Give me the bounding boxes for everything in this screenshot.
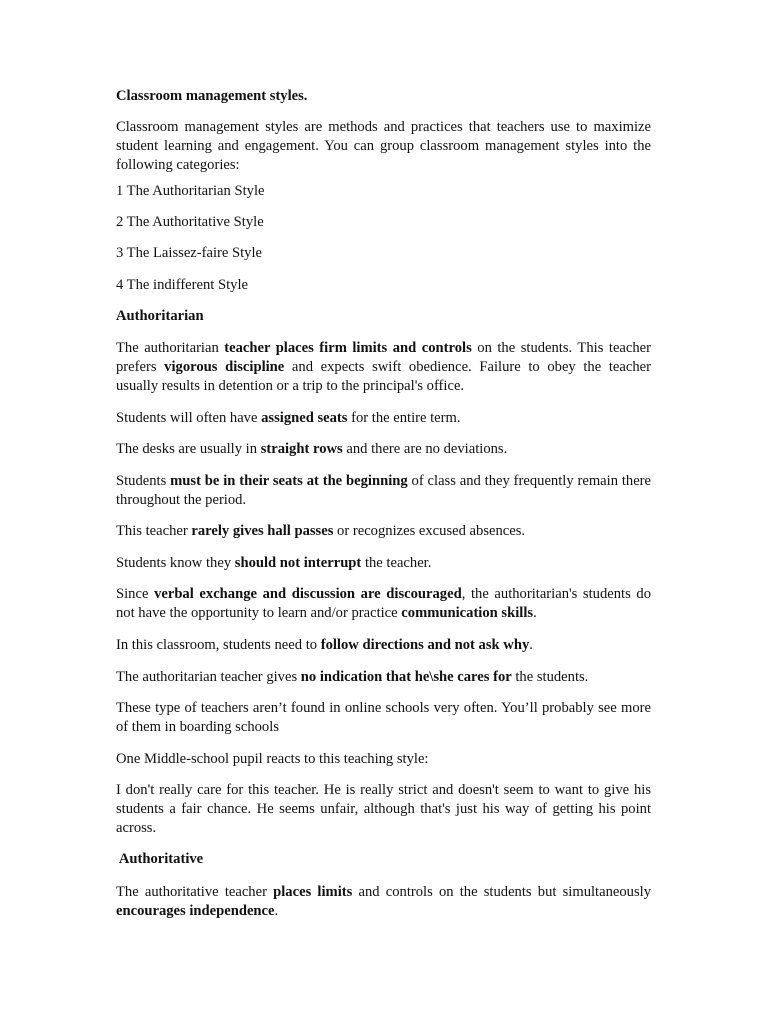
authoritarian-paragraph-9: The authoritarian teacher gives no indication that he\she cares for the students. [116, 669, 589, 685]
authoritarian-paragraph-8: In this classroom, students need to follow directions and not ask why. [116, 637, 533, 653]
style-list-item: 1 The Authoritarian Style [116, 183, 265, 199]
style-list-item: 2 The Authoritative Style [116, 214, 264, 230]
authoritarian-paragraph-10: These type of teachers aren’t found in online schools very often. You’ll probably see more of them in boarding schools [116, 700, 651, 735]
authoritarian-paragraph-11: One Middle-school pupil reacts to this teaching style: [116, 751, 429, 767]
authoritarian-paragraph-2: Students will often have assigned seats for the entire term. [116, 410, 461, 426]
pupil-quote: I don't really care for this teacher. He is really strict and doesn't seem to want to give his students a fair chance. He seems unfair, although that's just his way of getting his point across. [116, 782, 651, 836]
authoritarian-paragraph-4: Students must be in their seats at the beginning of class and they frequently remain there throughout the period. [116, 473, 652, 508]
authoritative-paragraph-1: The authoritative teacher places limits and controls on the students but simultaneously encourages independence. [116, 884, 651, 919]
authoritarian-paragraph-5: This teacher rarely gives hall passes or recognizes excused absences. [116, 523, 526, 539]
authoritarian-paragraph-1: The authoritarian teacher places firm limits and controls on the students. This teacher prefers vigorous discipline and expects swift obedience. Failure to obey the teacher usually results in detention or a trip to the principal's office. [116, 340, 652, 394]
authoritarian-heading: Authoritarian [116, 308, 204, 324]
authoritarian-paragraph-7: Since verbal exchange and discussion are discouraged, the authoritarian's students do not have the opportunity to learn and/or practice communication skills. [116, 586, 651, 621]
document-title: Classroom management styles. [116, 88, 308, 104]
authoritarian-paragraph-6: Students know they should not interrupt the teacher. [116, 555, 432, 571]
style-list-item: 4 The indifferent Style [116, 277, 248, 293]
authoritative-heading: Authoritative [116, 851, 204, 867]
intro-paragraph: Classroom management styles are methods and practices that teachers use to maximize student learning and engagement. You can group classroom management styles into the following categories: [116, 119, 651, 173]
authoritarian-paragraph-3: The desks are usually in straight rows and there are no deviations. [116, 441, 508, 457]
style-list-item: 3 The Laissez-faire Style [116, 245, 263, 261]
